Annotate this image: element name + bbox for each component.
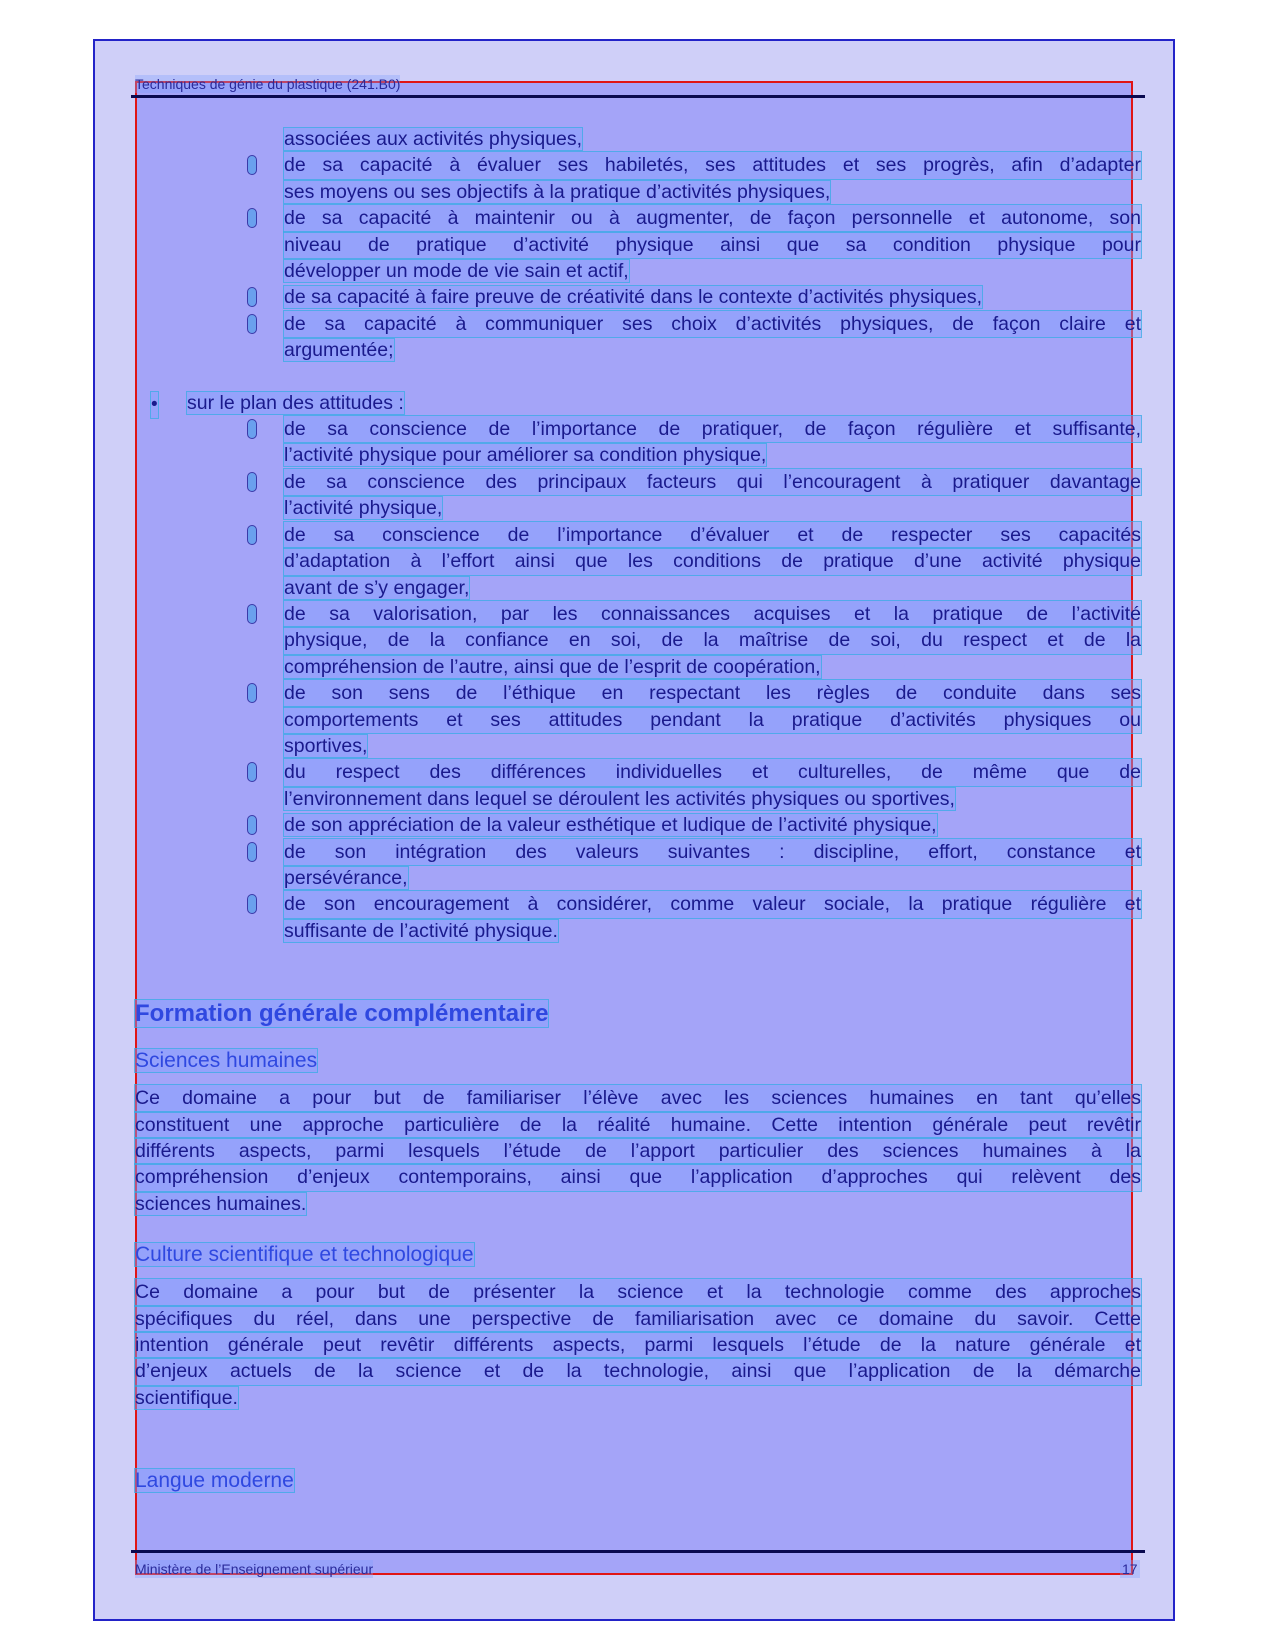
- text-line: de sa conscience des principaux facteurs qui l’encouragent à pratiquer davantage: [284, 469, 1141, 495]
- text-line: physique, de la confiance en soi, de la maîtrise de soi, du respect et de la: [284, 627, 1141, 653]
- text-line: l’environnement dans lequel se déroulent les activités physiques ou sportives,: [284, 787, 955, 810]
- paragraph: [135, 1085, 1141, 1217]
- text-line: de son intégration des valeurs suivantes : discipline, effort, constance et: [284, 839, 1141, 865]
- text-line: associées aux activités physiques,: [284, 128, 583, 150]
- list-item: [135, 680, 1141, 759]
- list-item: [135, 152, 1141, 205]
- bullet-circle-icon: [247, 208, 257, 228]
- attitudes-heading: [135, 390, 1141, 416]
- list-item: [135, 416, 1141, 469]
- text-line: de sa capacité à communiquer ses choix d’activités physiques, de façon claire et: [284, 311, 1141, 337]
- list-item: [135, 311, 1141, 364]
- text-line: de sa valorisation, par les connaissances acquises et la pratique de l’activité: [284, 601, 1141, 627]
- subsection-heading: [135, 1241, 1141, 1269]
- text-line: l’activité physique,: [284, 497, 443, 520]
- list-item-continued: [135, 126, 1141, 152]
- text-line: persévérance,: [284, 866, 408, 889]
- text-line: niveau de pratique d’activité physique ainsi que sa condition physique pour: [284, 232, 1141, 258]
- text-line: d’enjeux actuels de la science et de la technologie, ainsi que l’application de la démarche: [135, 1358, 1141, 1384]
- running-footer: Ministère de l’Enseignement supérieur: [135, 1561, 374, 1577]
- bullet-circle-icon: [247, 314, 257, 334]
- text-line: de sa capacité à faire preuve de créativité dans le contexte d’activités physiques,: [284, 286, 983, 309]
- list-item: [135, 812, 1141, 838]
- page-number: 17: [1122, 1561, 1138, 1577]
- text-line: de sa conscience de l’importance d’évaluer et de respecter ses capacités: [284, 522, 1141, 548]
- list-item: [135, 205, 1141, 284]
- document-body: [135, 126, 1141, 1495]
- subsection-title: Culture scientifique et technologique: [135, 1243, 474, 1267]
- text-line: suffisante de l’activité physique.: [284, 919, 558, 942]
- bullet-circle-icon: [247, 287, 257, 307]
- text-line: spécifiques du réel, dans une perspective de familiarisation avec ce domaine du savoir. Cette: [135, 1306, 1141, 1332]
- text-line: de son sens de l’éthique en respectant les règles de conduite dans ses: [284, 680, 1141, 706]
- bullet-circle-icon: [247, 815, 257, 835]
- text-line: l’activité physique pour améliorer sa condition physique,: [284, 444, 767, 467]
- bullet-circle-icon: [247, 842, 257, 862]
- text-line: ses moyens ou ses objectifs à la pratique d’activités physiques,: [284, 180, 831, 203]
- text-line: d’adaptation à l’effort ainsi que les conditions de pratique d’une activité physique: [284, 548, 1141, 574]
- text-line: sciences humaines.: [135, 1192, 307, 1215]
- subsection-heading: [135, 1467, 1141, 1495]
- list-item: [135, 522, 1141, 601]
- footer-rule: [131, 1550, 1145, 1553]
- bullet-circle-icon: [247, 762, 257, 782]
- running-header: Techniques de génie du plastique (241.B0): [135, 76, 401, 92]
- text-line: sportives,: [284, 734, 368, 757]
- text-line: développer un mode de vie sain et actif,: [284, 260, 629, 283]
- section-heading: [135, 999, 1141, 1029]
- bullet-circle-icon: [247, 683, 257, 703]
- list-item: [135, 469, 1141, 522]
- list-item: [135, 891, 1141, 944]
- text-line: comportements et ses attitudes pendant la pratique d’activités physiques ou: [284, 707, 1141, 733]
- paragraph: [135, 1279, 1141, 1411]
- text-line: du respect des différences individuelles et culturelles, de même que de: [284, 759, 1141, 785]
- bullet-dot-icon: •: [151, 392, 158, 418]
- section-title: Formation générale complémentaire: [135, 1000, 549, 1028]
- subsection-heading: [135, 1047, 1141, 1075]
- subsection-title: Sciences humaines: [135, 1049, 318, 1073]
- text-line: de son encouragement à considérer, comme valeur sociale, la pratique régulière et: [284, 891, 1141, 917]
- bullet-circle-icon: [247, 472, 257, 492]
- text-line: intention générale peut revêtir différents aspects, parmi lesquels l’étude de la nature générale et: [135, 1332, 1141, 1358]
- text-line: scientifique.: [135, 1386, 238, 1409]
- text-line: de sa conscience de l’importance de pratiquer, de façon régulière et suffisante,: [284, 416, 1141, 442]
- header-rule: [131, 95, 1145, 98]
- list-item: [135, 284, 1141, 310]
- attitudes-label: sur le plan des attitudes :: [187, 391, 404, 414]
- list-item: [135, 759, 1141, 812]
- bullet-circle-icon: [247, 604, 257, 624]
- list-item: [135, 601, 1141, 680]
- text-line: différents aspects, parmi lesquels l’étude de l’apport particulier des sciences humaines à la: [135, 1138, 1141, 1164]
- text-line: constituent une approche particulière de la réalité humaine. Cette intention générale peut revêtir: [135, 1112, 1141, 1138]
- text-line: de sa capacité à maintenir ou à augmenter, de façon personnelle et autonome, son: [284, 205, 1141, 231]
- text-line: de son appréciation de la valeur esthétique et ludique de l’activité physique,: [284, 814, 937, 837]
- bullet-circle-icon: [247, 525, 257, 545]
- text-line: compréhension d’enjeux contemporains, ainsi que l’application d’approches qui relèvent des: [135, 1164, 1141, 1190]
- text-line: de sa capacité à évaluer ses habiletés, ses attitudes et ses progrès, afin d’adapter: [284, 152, 1141, 178]
- text-line: argumentée;: [284, 339, 394, 362]
- bullet-circle-icon: [247, 419, 257, 439]
- bullet-circle-icon: [247, 894, 257, 914]
- subsection-title: Langue moderne: [135, 1469, 294, 1493]
- bullet-circle-icon: [247, 155, 257, 175]
- text-line: Ce domaine a pour but de présenter la science et la technologie comme des approches: [135, 1279, 1141, 1305]
- text-line: Ce domaine a pour but de familiariser l’élève avec les sciences humaines en tant qu’elles: [135, 1085, 1141, 1111]
- text-line: avant de s’y engager,: [284, 576, 470, 599]
- list-item: [135, 839, 1141, 892]
- text-line: compréhension de l’autre, ainsi que de l’esprit de coopération,: [284, 655, 821, 678]
